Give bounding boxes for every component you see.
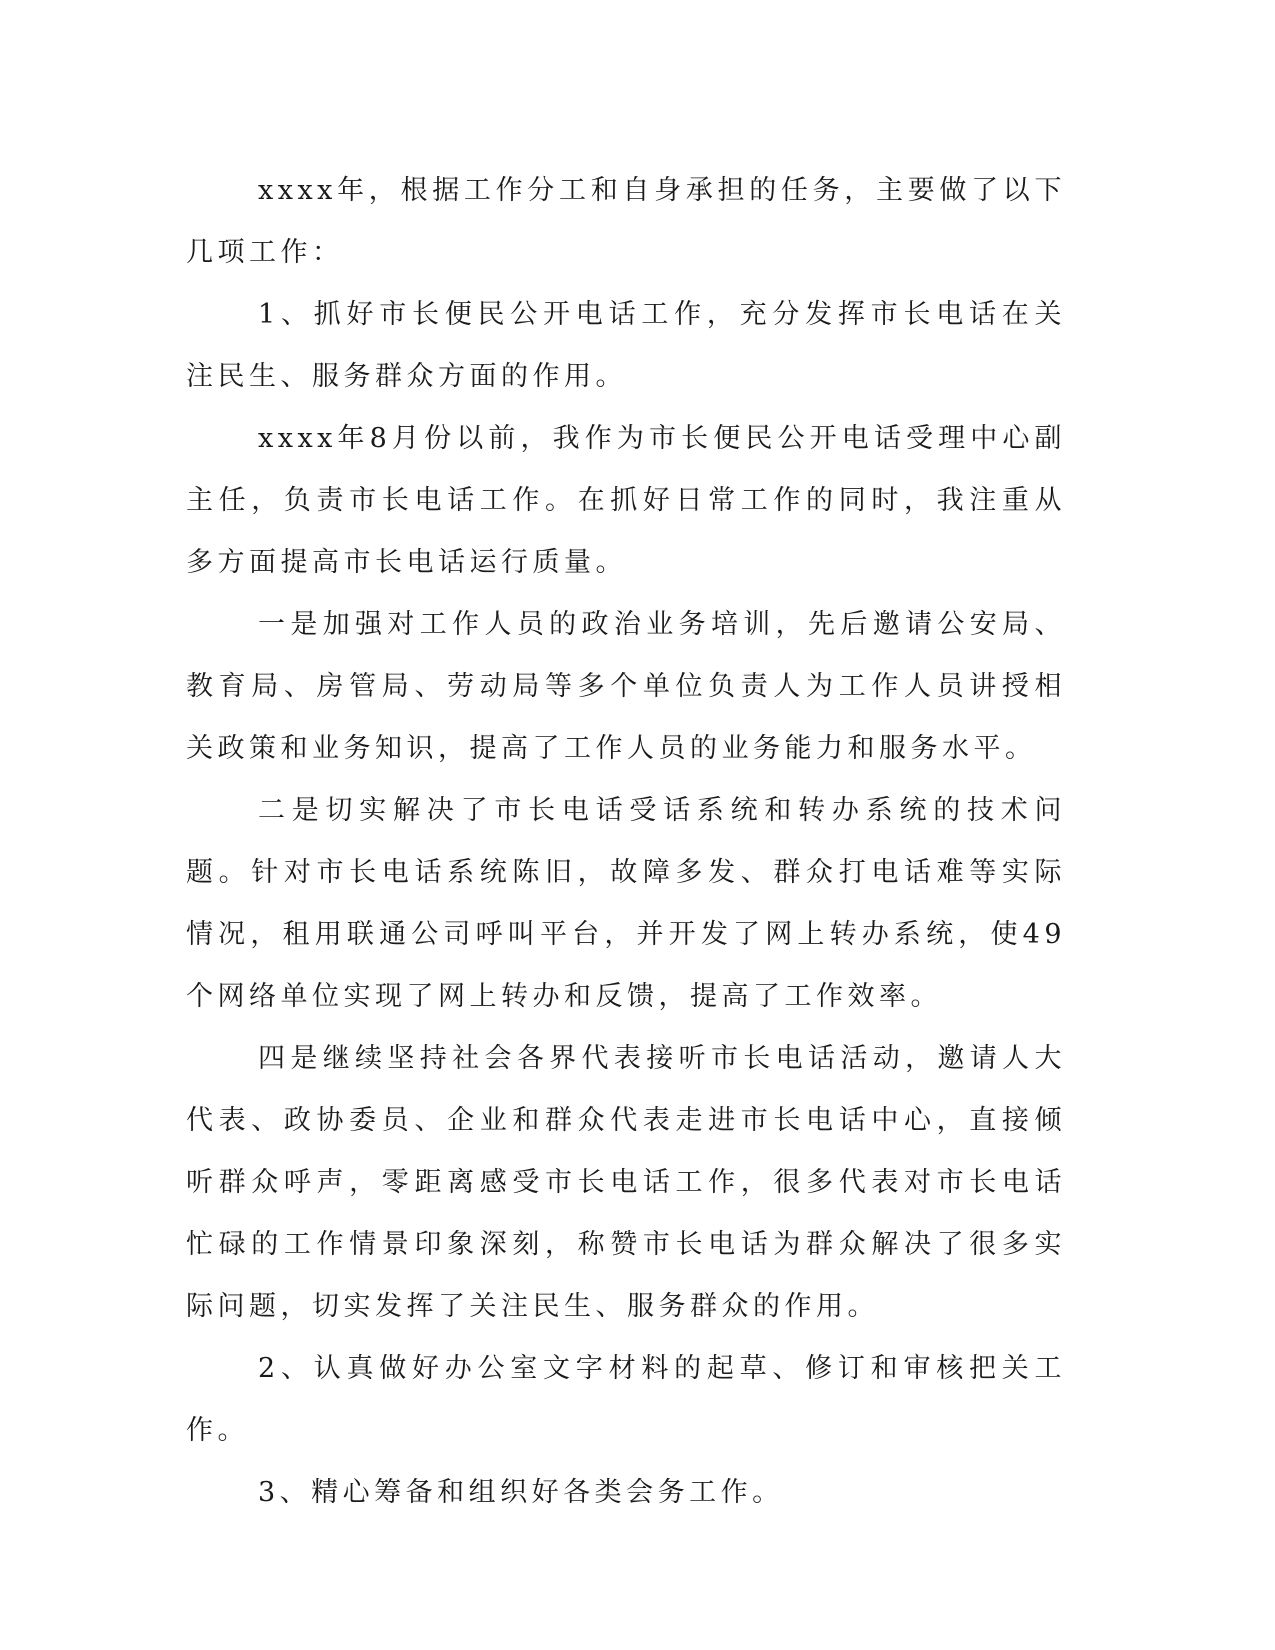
paragraph-item-1-heading: 1、抓好市长便民公开电话工作，充分发挥市长电话在关注民生、服务群众方面的作用。 [186,299,1066,392]
paragraph-training: 一是加强对工作人员的政治业务培训，先后邀请公安局、教育局、房管局、劳动局等多个单位负责人为工作人员讲授相关政策和业务知识，提高了工作人员的业务能力和服务水平。 [186,609,1066,764]
paragraph-representatives: 四是继续坚持社会各界代表接听市长电话活动，邀请人大代表、政协委员、企业和群众代表走进市长电话中心，直接倾听群众呼声，零距离感受市长电话工作，很多代表对市长电话忙碌的工作情景印象深刻，称赞市长电话为群众解决了很多实际问题，切实发挥了关注民生、服务群众的作用。 [186,1043,1066,1322]
paragraph-item-1-summary: xxxx年8月份以前，我作为市长便民公开电话受理中心副主任，负责市长电话工作。在抓好日常工作的同时，我注重从多方面提高市长电话运行质量。 [186,423,1066,578]
paragraph-item-3: 3、精心筹备和组织好各类会务工作。 [258,1477,784,1508]
paragraph-intro: xxxx年，根据工作分工和自身承担的任务，主要做了以下几项工作： [186,175,1066,268]
document-body [186,160,1066,1524]
paragraph-technical: 二是切实解决了市长电话受话系统和转办系统的技术问题。针对市长电话系统陈旧，故障多发、群众打电话难等实际情况，租用联通公司呼叫平台，并开发了网上转办系统，使49个网络单位实现了网上转办和反馈，提高了工作效率。 [186,795,1066,1012]
paragraph-item-2: 2、认真做好办公室文字材料的起草、修订和审核把关工作。 [186,1353,1066,1446]
